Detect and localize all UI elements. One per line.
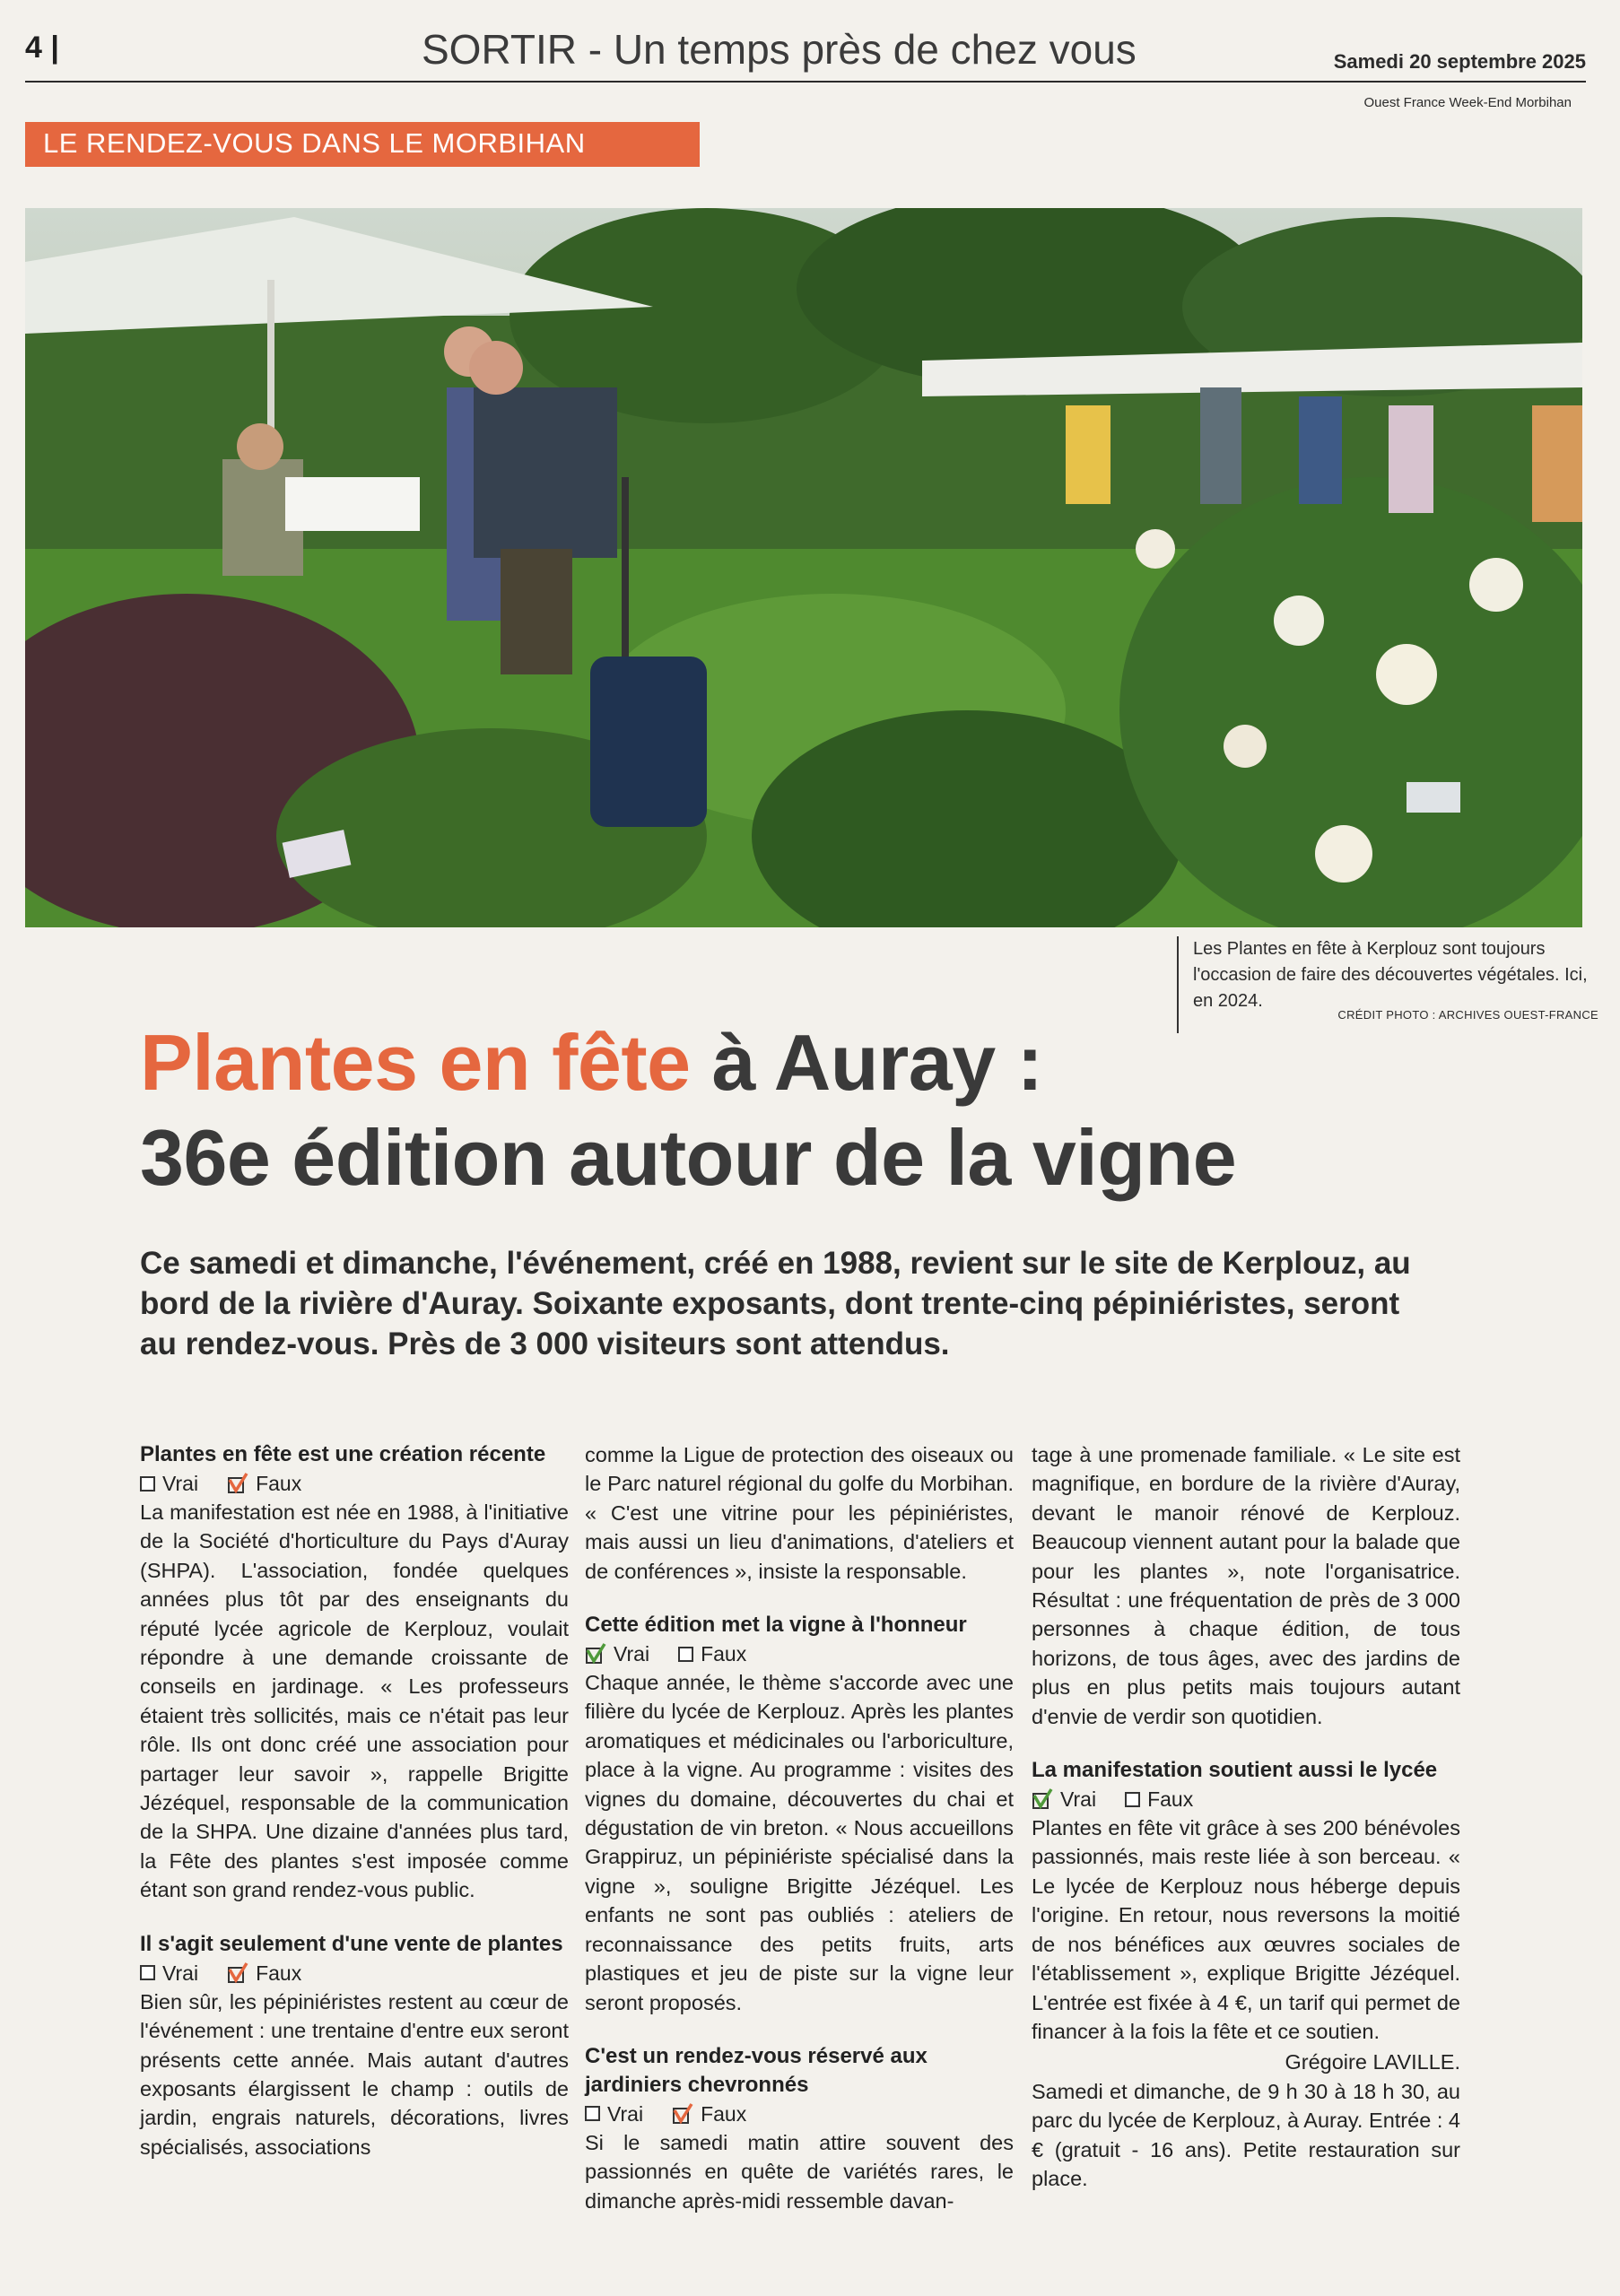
practical-info: Samedi et dimanche, de 9 h 30 à 18 h 30, au parc du lycée de Kerplouz, à Auray. Entrée : 4 € (gratuit - 16 ans). Petite restauration sur place.	[1032, 2079, 1460, 2190]
column-1	[140, 1440, 569, 2161]
empty-checkbox-icon	[140, 1476, 155, 1492]
answer-choice-row	[140, 1469, 569, 1498]
issue-date: Samedi 20 septembre 2025	[1333, 50, 1586, 73]
question-heading: La manifestation soutient aussi le lycée	[1032, 1758, 1438, 1783]
question-heading: C'est un rendez-vous réservé aux jardiniers chevronnés	[585, 2043, 928, 2097]
false-label: Faux	[1147, 1787, 1194, 1812]
column-2	[585, 1440, 1014, 2215]
section-title: SORTIR	[422, 26, 577, 73]
empty-checkbox-icon	[678, 1647, 693, 1662]
true-label: Vrai	[162, 1472, 199, 1495]
headline-line2: 36e édition autour de la vigne	[140, 1113, 1237, 1202]
headline-rest: à Auray :	[711, 1018, 1043, 1107]
garden-fair-photo	[25, 208, 1582, 927]
column-3	[1032, 1440, 1460, 2193]
true-label: Vrai	[607, 2101, 644, 2126]
article-paragraph: Plantes en fête vit grâce à ses 200 bénévoles passionnés, mais reste liée à son berceau. « Le lycée de Kerplouz nous héberge depuis l'origine. En retour, nous reversons la moitié de nos bénéfices aux œuvres sociales de l'établissement », explique Brigitte Jézéquel. L'entrée est fixée à 4 €, un tarif qui permet de financer à la fois la fête et ce soutien.	[1032, 1816, 1460, 2043]
true-label: Vrai	[614, 1642, 650, 1666]
article-paragraph: comme la Ligue de protection des oiseaux ou le Parc naturel régional du golfe du Morbihan. « C'est une vitrine pour les pépiniéristes, mais aussi un lieu d'animations, d'ateliers et de conférences », insiste la responsable.	[585, 1443, 1014, 1583]
false-label: Faux	[256, 1961, 302, 1985]
page-header	[25, 27, 1586, 83]
article-paragraph: Si le samedi matin attire souvent des passionnés en quête de variétés rares, le dimanche après-midi ressemble davan-	[585, 2130, 1014, 2213]
section-heading	[422, 25, 1137, 74]
answer-choice-row	[140, 1959, 569, 1987]
author-signature: Grégoire LAVILLE.	[1285, 2050, 1460, 2074]
answer-choice-row	[1032, 1785, 1460, 1813]
check-mark-icon	[1032, 1788, 1053, 1810]
section-subtitle: - Un temps près de chez vous	[588, 26, 1137, 73]
article-paragraph: tage à une promenade familiale. « Le site est magnifique, en bordure de la rivière d'Auray, devant le manoir rénové de Kerplouz. Beaucoup viennent autant pour la balade que pour les plantes », note l'organisatrice. Résultat : une fréquentation de près de 3 000 personnes à chaque édition, de tous horizons, de tous âges, avec des jardins de plus en plus petits mais toujours autant d'envie de verdir son quotidien.	[1032, 1443, 1460, 1728]
question-heading: Cette édition met la vigne à l'honneur	[585, 1613, 967, 1638]
false-label: Faux	[256, 1472, 302, 1495]
edition-label: Ouest France Week-End Morbihan	[1363, 95, 1572, 110]
empty-checkbox-icon	[140, 1965, 155, 1980]
photo-credit: CRÉDIT PHOTO : ARCHIVES OUEST-FRANCE	[1337, 1008, 1598, 1022]
check-mark-icon	[227, 1962, 248, 1984]
headline-accent: Plantes en fête	[140, 1018, 691, 1107]
article-paragraph: La manifestation est née en 1988, à l'initiative de la Société d'horticulture du Pays d'Auray (SHPA). L'association, fondée quelques années plus tôt par des enseignants du réputé lycée agricole de Kerplouz, voulait répondre à une demande croissante de conseils en jardinage. « Les professeurs étaient très sollicités, mais ce n'était pas leur rôle. Ils ont donc créé une association pour partager leur savoir », rappelle Brigitte Jézéquel, responsable de la communication de la SHPA. Une dizaine d'années plus tard, la Fête des plantes s'est imposée comme étant son grand rendez-vous public.	[140, 1500, 569, 1902]
article-headline	[140, 1015, 1414, 1205]
true-label: Vrai	[1060, 1787, 1097, 1812]
question-heading: Plantes en fête est une création récente	[140, 1442, 546, 1466]
article-photo	[25, 208, 1582, 927]
empty-checkbox-icon	[1125, 1792, 1140, 1807]
article-paragraph: Bien sûr, les pépiniéristes restent au cœur de l'événement : une trentaine d'entre eux seront présents cette année. Mais autant d'autres exposants élargissent le champ : outils de jardin, engrais naturels, décorations, livres spécialisés, associations	[140, 1989, 569, 2159]
empty-checkbox-icon	[585, 2106, 600, 2121]
check-mark-icon	[585, 1643, 606, 1665]
false-label: Faux	[701, 1642, 747, 1666]
article-lead: Ce samedi et dimanche, l'événement, créé en 1988, revient sur le site de Kerplouz, au bord de la rivière d'Auray. Soixante exposants, dont trente-cinq pépiniéristes, seront au rendez-vous. Près de 3 000 visiteurs sont attendus.	[140, 1246, 1411, 1361]
check-mark-icon	[227, 1473, 248, 1494]
true-label: Vrai	[162, 1961, 199, 1985]
check-mark-icon	[672, 2103, 693, 2125]
answer-choice-row	[585, 2100, 1014, 2128]
answer-choice-row	[585, 1639, 1014, 1668]
rubric-banner: LE RENDEZ-VOUS DANS LE MORBIHAN	[25, 122, 700, 167]
false-label: Faux	[701, 2101, 747, 2126]
page-number: 4 |	[25, 30, 59, 65]
article-paragraph: Chaque année, le thème s'accorde avec une filière du lycée de Kerplouz. Après les plantes aromatiques et médicinales ou l'arboriculture, place à la vigne. Au programme : visites des vignes du domaine, découvertes du chai et dégustation de vin breton. « Nous accueillons Grappiruz, un pépiniériste spécialisé dans la vigne », souligne Brigitte Jézéquel. Les enfants ne sont pas oubliés : ateliers de reconnaissance des petits fruits, arts plastiques et jeu de piste sur la vigne leur seront proposés.	[585, 1671, 1014, 2014]
caption-text: Les Plantes en fête à Kerplouz sont toujours l'occasion de faire des découvertes végétales. Ici, en 2024.	[1193, 939, 1588, 1011]
question-heading: Il s'agit seulement d'une vente de plantes	[140, 1931, 563, 1956]
